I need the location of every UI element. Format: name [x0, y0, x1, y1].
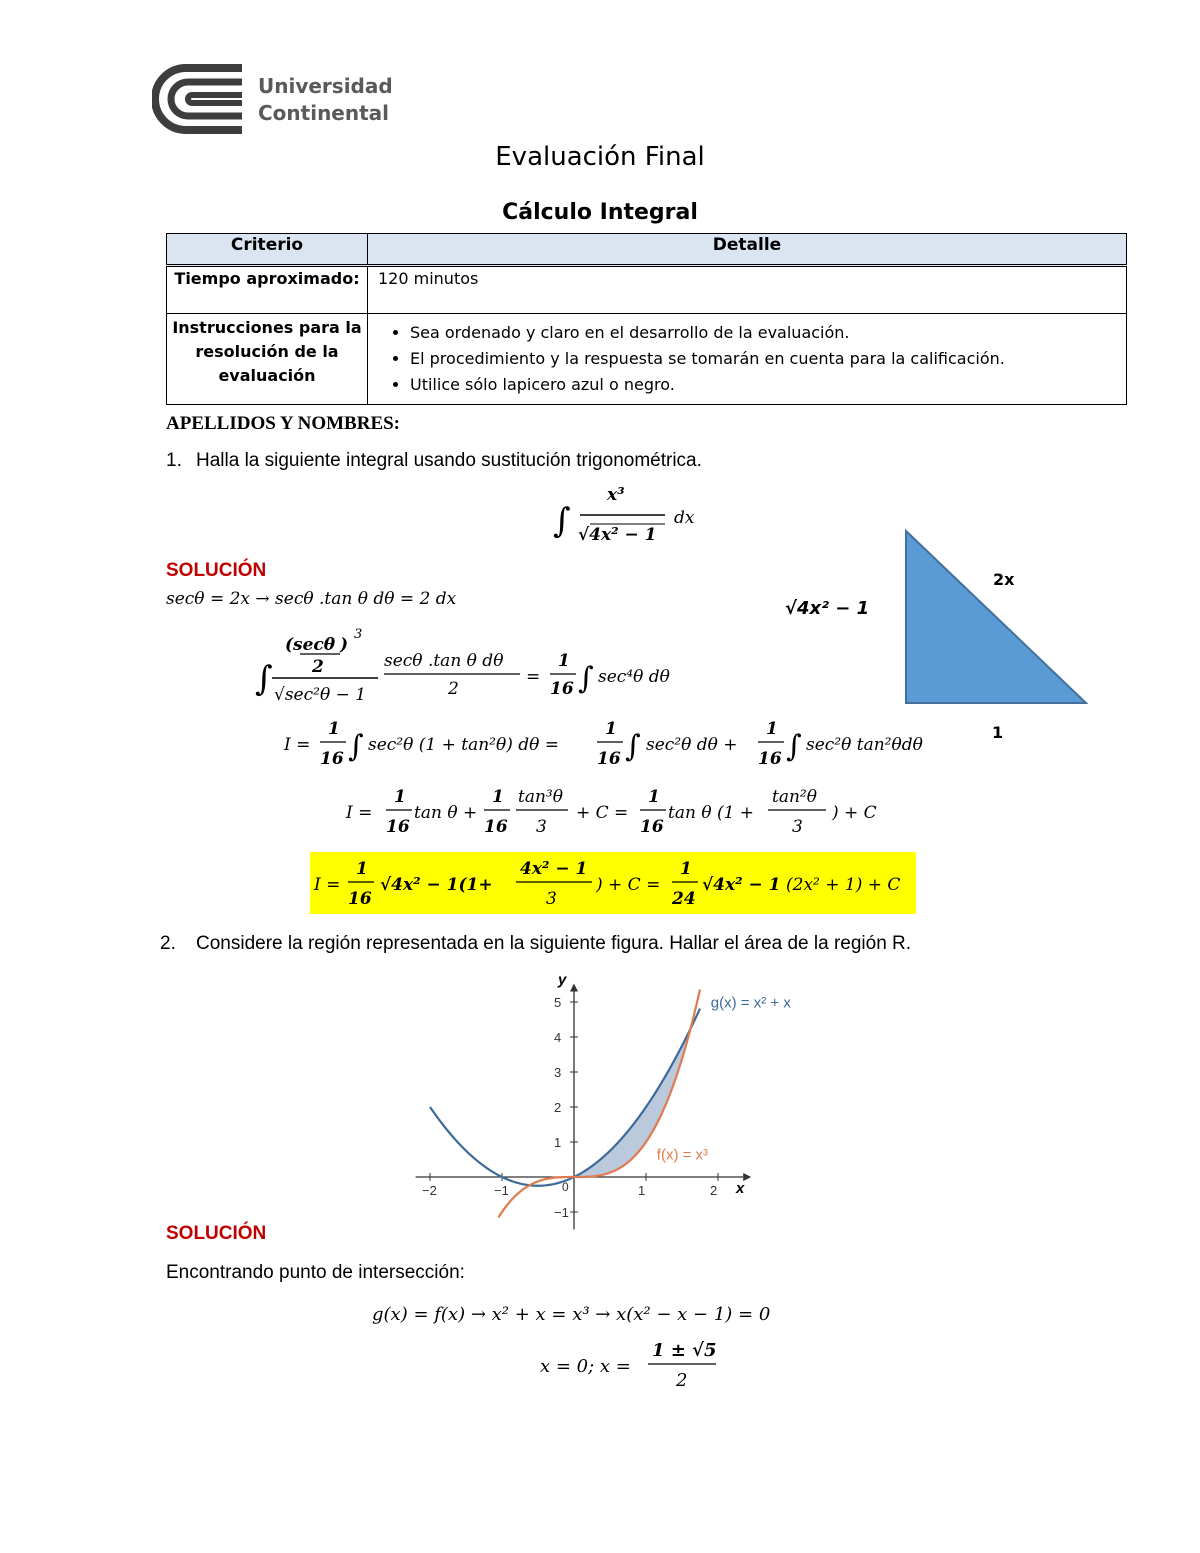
- svg-text:x = 0; x =: x = 0; x =: [540, 1356, 631, 1377]
- criteria-header-col2: Detalle: [368, 234, 1127, 266]
- x-axis-arrow: [743, 1173, 751, 1181]
- svg-text:∫: ∫: [786, 729, 802, 764]
- x-tick-label: −2: [422, 1183, 437, 1198]
- svg-text:1: 1: [558, 651, 570, 671]
- criteria-header-col1: Criterio: [167, 234, 368, 266]
- svg-text:) + C: ) + C: [832, 803, 877, 823]
- x-tick-label: 1: [638, 1183, 646, 1198]
- criteria-table: [166, 233, 1127, 405]
- triangle-adj-label: 1: [992, 723, 1004, 742]
- svg-text:16: 16: [758, 749, 782, 769]
- university-logo-icon: [152, 64, 248, 134]
- svg-text:1: 1: [356, 859, 368, 879]
- svg-text:x³: x³: [607, 485, 625, 505]
- criteria-instructions-value: [368, 314, 1127, 405]
- q2-math-block: [0, 1290, 1200, 1400]
- series-line-f: [498, 989, 700, 1217]
- q1-solution-label: SOLUCIÓN: [166, 560, 267, 581]
- svg-text:secθ = 2x → secθ .tan θ dθ =: secθ = 2x → secθ .tan θ dθ = 2 dx: [166, 589, 457, 609]
- svg-text:tan²θ: tan²θ: [772, 787, 817, 807]
- svg-text:) + C =: ) + C =: [596, 875, 661, 895]
- y-tick-label: −1: [554, 1205, 569, 1220]
- svg-text:16: 16: [597, 749, 621, 769]
- svg-text:tan θ +: tan θ +: [414, 803, 478, 823]
- criteria-instructions-label: Instrucciones para la resolución de la evaluación: [167, 314, 368, 405]
- svg-text:√sec²θ − 1: √sec²θ − 1: [274, 685, 367, 705]
- svg-text:1: 1: [328, 719, 340, 739]
- svg-text:2: 2: [676, 1370, 688, 1391]
- svg-text:16: 16: [550, 679, 574, 699]
- svg-text:3: 3: [792, 817, 803, 837]
- y-tick-label: 1: [554, 1135, 562, 1150]
- y-axis-arrow: [570, 984, 578, 992]
- svg-text:∫: ∫: [578, 661, 594, 696]
- q2-text: Considere la región representada en la siguiente figura. Hallar el área de la región R.: [196, 933, 912, 954]
- document-subtitle: Cálculo Integral: [502, 200, 698, 225]
- x-axis-label: x: [736, 1180, 745, 1197]
- svg-text:secθ .tan θ dθ: secθ .tan θ dθ: [384, 651, 504, 671]
- list-item: • Utilice sólo lapicero azul o negro.: [410, 372, 1116, 398]
- svg-text:1: 1: [492, 787, 504, 807]
- svg-text:g(x) = f(x) → x² + x = x³ →: g(x) = f(x) → x² + x = x³ → x(x² − x − 1) = 0: [372, 1304, 771, 1325]
- y-tick-label: 4: [554, 1030, 562, 1045]
- svg-text:2: 2: [312, 657, 324, 677]
- logo-text-line1: Universidad: [258, 74, 393, 98]
- svg-text:16: 16: [640, 817, 664, 837]
- student-name-label: APELLIDOS Y NOMBRES:: [166, 413, 401, 434]
- y-tick-label: 5: [554, 995, 562, 1010]
- svg-text:3: 3: [546, 889, 557, 909]
- region-chart: [400, 975, 830, 1230]
- document-title: Evaluación Final: [495, 142, 705, 172]
- q2-solution-label: SOLUCIÓN: [166, 1223, 267, 1244]
- q2-intersect-label: Encontrando punto de intersección:: [166, 1262, 465, 1283]
- svg-text:dx: dx: [674, 508, 695, 528]
- svg-text:1 ± √5: 1 ± √5: [652, 1340, 717, 1361]
- x-tick-label: −1: [494, 1183, 509, 1198]
- svg-text:1: 1: [605, 719, 617, 739]
- y-tick-label: 3: [554, 1065, 562, 1080]
- triangle-diagram: [900, 525, 1100, 715]
- svg-text:√4x² − 1(1+: √4x² − 1(1+: [380, 875, 493, 895]
- svg-text:(2x² + 1) + C: (2x² + 1) + C: [786, 875, 901, 895]
- svg-text:I =: I =: [314, 875, 341, 895]
- criteria-time-label: Tiempo aproximado:: [167, 266, 368, 314]
- svg-text:(secθ: (secθ: [285, 635, 336, 655]
- svg-text:∫: ∫: [255, 659, 273, 699]
- triangle-hyp-label: 2x: [993, 570, 1015, 589]
- svg-text:I =: I =: [346, 803, 373, 823]
- svg-text:tan³θ: tan³θ: [518, 787, 563, 807]
- logo-text-line2: Continental: [258, 101, 390, 125]
- svg-text:16: 16: [348, 889, 372, 909]
- q2-number: 2.: [160, 933, 176, 954]
- svg-text:1: 1: [394, 787, 406, 807]
- q1-text: Halla la siguiente integral usando sustitución trigonométrica.: [196, 450, 702, 471]
- svg-text:1: 1: [766, 719, 778, 739]
- triangle-opp-label: √4x² − 1: [785, 598, 870, 619]
- svg-text:sec²θ (1 + tan²θ) dθ =: sec²θ (1 + tan²θ) dθ =: [368, 735, 560, 755]
- svg-text:4x² − 1: 4x² − 1: [520, 859, 588, 879]
- svg-text:=: =: [526, 667, 541, 687]
- y-axis-label: y: [558, 975, 567, 989]
- svg-text:16: 16: [386, 817, 410, 837]
- svg-text:√4x² − 1: √4x² − 1: [578, 525, 657, 545]
- svg-text:3: 3: [536, 817, 547, 837]
- svg-text:24: 24: [672, 889, 696, 909]
- svg-text:∫: ∫: [625, 729, 641, 764]
- svg-text:sec²θ tan²θdθ: sec²θ tan²θdθ: [806, 735, 923, 755]
- list-item: • Sea ordenado y claro en el desarrollo de la evaluación.: [410, 320, 1116, 346]
- svg-text:1: 1: [648, 787, 660, 807]
- svg-text:√4x² − 1: √4x² − 1: [702, 875, 781, 895]
- svg-text:tan θ (1 +: tan θ (1 +: [668, 803, 755, 823]
- instructions-list: [378, 320, 1116, 398]
- svg-text:): ): [340, 635, 349, 655]
- svg-text:sec⁴θ dθ: sec⁴θ dθ: [598, 667, 670, 687]
- svg-text:16: 16: [484, 817, 508, 837]
- svg-text:1: 1: [680, 859, 692, 879]
- svg-text:sec²θ dθ +: sec²θ dθ +: [646, 735, 738, 755]
- svg-text:2: 2: [448, 679, 459, 699]
- x-tick-label: 2: [710, 1183, 718, 1198]
- list-item: • El procedimiento y la respuesta se tomarán en cuenta para la calificación.: [410, 346, 1116, 372]
- origin-label: 0: [562, 1180, 569, 1194]
- criteria-time-value: 120 minutos: [368, 266, 1127, 314]
- y-tick-label: 2: [554, 1100, 562, 1115]
- svg-text:∫: ∫: [348, 729, 364, 764]
- q1-number: 1.: [166, 450, 182, 471]
- svg-text:3: 3: [354, 627, 363, 642]
- svg-text:I =: I =: [284, 735, 311, 755]
- series-label-f: f(x) = x³: [656, 1146, 709, 1164]
- svg-text:∫: ∫: [553, 501, 571, 541]
- svg-text:16: 16: [320, 749, 344, 769]
- svg-text:+ C =: + C =: [576, 803, 629, 823]
- series-label-g: g(x) = x² + x: [710, 994, 791, 1012]
